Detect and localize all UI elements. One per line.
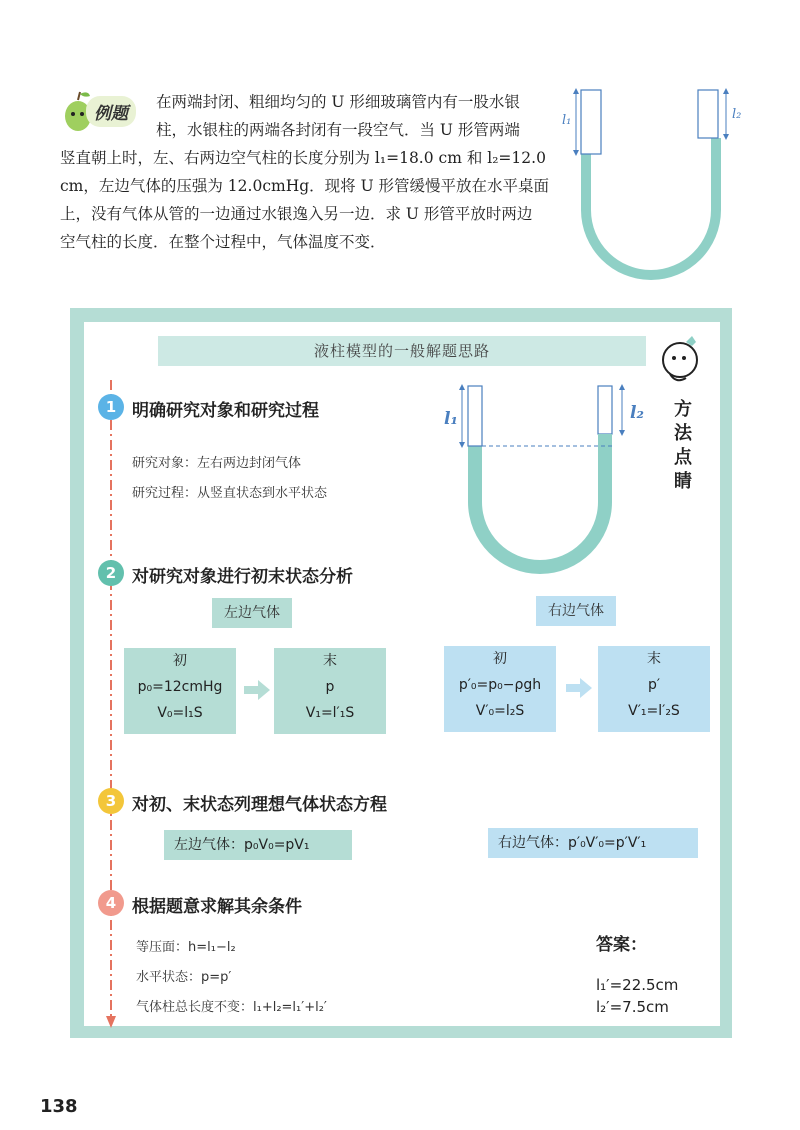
step-4-title: 根据题意求解其余条件 [132, 897, 302, 917]
u-tube-diagram [556, 80, 756, 280]
step-number-4: 4 [98, 890, 124, 916]
state-pressure: p′₀=p₀−ρgh [458, 677, 542, 693]
state-label: 末 [323, 653, 337, 669]
side-label-char: 睛 [674, 471, 692, 492]
step-4-line: 气体柱总长度不变：l₁+l₂=l₁′+l₂′ [136, 1000, 327, 1015]
left-gas-header: 左边气体 [212, 598, 292, 628]
problem-line: 竖直朝上时，左、右两边空气柱的长度分别为 l₁=18.0 cm 和 l₂=12.0 [60, 149, 546, 167]
problem-line: 在两端封闭、粗细均匀的 U 形细玻璃管内有一股水银 [156, 93, 520, 111]
answer-label: 答案： [596, 935, 647, 955]
timeline-dashed-line [104, 380, 118, 1030]
right-final-state [598, 646, 710, 732]
step-4-line: 水平状态：p=p′ [136, 970, 232, 985]
page-number: 138 [40, 1096, 78, 1117]
right-initial-state [444, 646, 556, 732]
diagram-label-l1: l₁ [444, 409, 458, 429]
right-gas-equation: 右边气体：p′₀V′₀=p′V′₁ [488, 828, 698, 858]
step-number-3: 3 [98, 788, 124, 814]
step-number-1: 1 [98, 394, 124, 420]
arrow-right-icon [244, 680, 270, 700]
step-number-2: 2 [98, 560, 124, 586]
mascot-thinking-icon [656, 334, 706, 394]
right-gas-header: 右边气体 [536, 596, 616, 626]
side-label-char: 点 [674, 447, 692, 468]
problem-line: 柱，水银柱的两端各封闭有一段空气．当 U 形管两端 [156, 121, 520, 139]
example-label: 例题 [86, 96, 136, 127]
side-label-char: 方 [674, 399, 692, 420]
problem-line: 上，没有气体从管的一边通过水银逸入另一边．求 U 形管平放时两边 [60, 205, 533, 223]
step-4-line: 等压面：h=l₁−l₂ [136, 940, 236, 955]
answer-value: l₁′=22.5cm [596, 976, 679, 994]
panel-u-tube-diagram [440, 374, 650, 574]
left-gas-equation: 左边气体：p₀V₀=pV₁ [164, 830, 352, 860]
left-initial-state [124, 648, 236, 734]
state-volume: V₁=l′₁S [305, 705, 355, 721]
state-pressure: p′ [647, 677, 661, 693]
state-pressure: p₀=12cmHg [137, 679, 223, 695]
diagram-label-l2: l₂ [630, 403, 644, 423]
step-1-line: 研究过程：从竖直状态到水平状态 [132, 486, 328, 501]
answer-value: l₂′=7.5cm [596, 998, 669, 1016]
problem-line: 空气柱的长度．在整个过程中，气体温度不变． [60, 233, 386, 251]
step-3-title: 对初、末状态列理想气体状态方程 [132, 795, 387, 815]
step-1-line: 研究对象：左右两边封闭气体 [132, 456, 302, 471]
state-volume: V₀=l₁S [157, 705, 203, 721]
method-panel-title: 液柱模型的一般解题思路 [158, 336, 646, 366]
tube-label-l2: l₂ [732, 107, 742, 122]
side-label-char: 法 [674, 423, 692, 444]
state-label: 末 [647, 651, 661, 667]
problem-line: cm，左边气体的压强为 12.0cmHg．现将 U 形管缓慢平放在水平桌面 [60, 177, 550, 195]
arrow-right-icon [566, 678, 592, 698]
state-volume: V′₀=l₂S [475, 703, 525, 719]
step-2-title: 对研究对象进行初末状态分析 [132, 567, 353, 587]
state-pressure: p [325, 679, 335, 695]
tube-label-l1: l₁ [562, 113, 572, 128]
step-1-title: 明确研究对象和研究过程 [132, 401, 319, 421]
state-label: 初 [493, 651, 507, 667]
state-label: 初 [173, 653, 187, 669]
left-final-state [274, 648, 386, 734]
state-volume: V′₁=l′₂S [628, 703, 680, 719]
